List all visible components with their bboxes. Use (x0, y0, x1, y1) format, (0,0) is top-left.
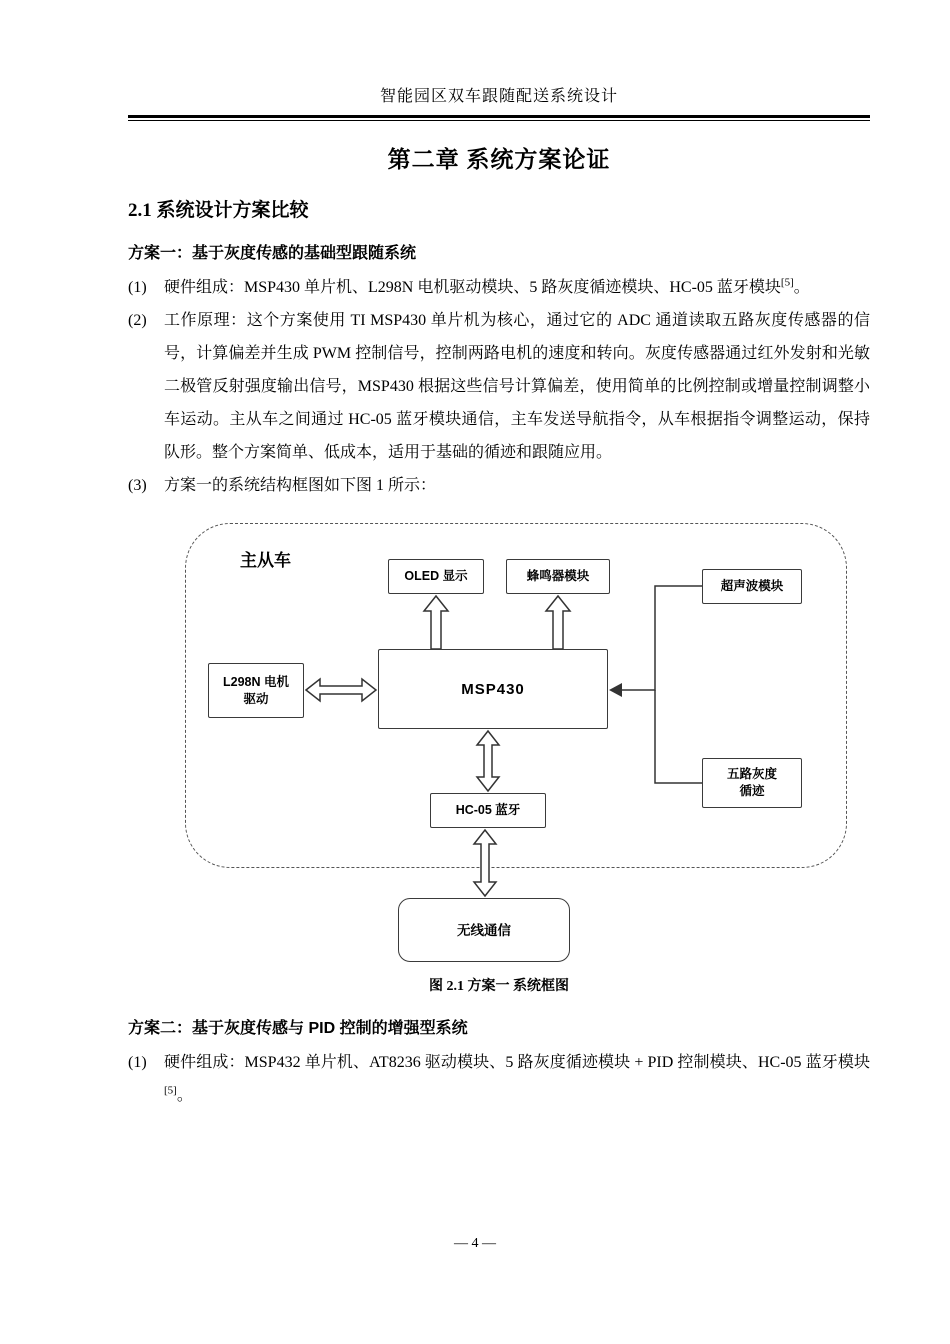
item-marker: (3) (128, 477, 147, 494)
item-text (164, 469, 870, 502)
figure-2-1-diagram (128, 516, 870, 966)
item-body: 硬件组成：MSP432 单片机、AT8236 驱动模块、5 路灰度循迹模块 + PID 控制模块、HC-05 蓝牙模块 (164, 1054, 870, 1071)
box-hc05-bluetooth (430, 793, 546, 828)
citation-sup: [5] (164, 1084, 177, 1097)
item-text (164, 304, 870, 469)
box-ultrasonic-module (702, 569, 802, 604)
scheme2-list (128, 1046, 870, 1112)
item-body: 方案一的系统结构框图如下图 1 所示： (164, 477, 437, 494)
box-hc05-label: HC-05 蓝牙 (455, 803, 521, 817)
box-l298n-label-line1: L298N 电机 (223, 674, 289, 689)
item-text (164, 1046, 870, 1112)
scheme2-heading: 方案二：基于灰度传感与 PID 控制的增强型系统 (128, 1020, 468, 1037)
item-marker: (2) (128, 312, 147, 329)
box-buzzer-module (506, 559, 610, 594)
section-title: 2.1 系统设计方案比较 (128, 200, 309, 221)
item-marker: (1) (128, 1054, 147, 1071)
item-tail: 。 (793, 279, 810, 296)
list-item-2 (128, 304, 870, 469)
page-number: — 4 — (454, 1236, 496, 1251)
header-rule-thick (128, 115, 870, 118)
citation-sup: [5] (780, 276, 794, 289)
box-msp430 (378, 649, 608, 729)
header-rule-thin (128, 120, 870, 121)
box-gray-label-line1: 五路灰度 (726, 767, 777, 781)
scheme1-heading: 方案一：基于灰度传感的基础型跟随系统 (128, 245, 417, 262)
box-l298n-label-line2: 驱动 (243, 691, 269, 706)
box-oled-display (388, 559, 484, 594)
item-text (164, 271, 870, 304)
box-oled-label: OLED 显示 (404, 569, 468, 583)
chapter-title: 第二章 系统方案论证 (387, 147, 611, 172)
item-body: 工作原理：这个方案使用 TI MSP430 单片机为核心，通过它的 ADC 通道读取五路灰度传感器的信号，计算偏差并生成 PWM 控制信号，控制两路电机的速度和转向。灰度传感器通过红外发射和光敏二极管反射强度输出信号，MSP430 根据这些信号计算偏差，使用简单的比例控制或增量控制调整小车运动。主从车之间通过 HC-05 蓝牙模块通信，主车发送导航指令，从车根据指令调整运动，保持队形。整个方案简单、低成本，适用于基础的循迹和跟随应用。 (164, 312, 870, 461)
box-wireless-label: 无线通信 (457, 922, 511, 938)
item-tail: 。 (176, 1087, 193, 1104)
figure-caption: 图 2.1 方案一 系统框图 (429, 979, 569, 994)
box-buzzer-label: 蜂鸣器模块 (526, 569, 590, 583)
item-body: 硬件组成：MSP430 单片机、L298N 电机驱动模块、5 路灰度循迹模块、HC-05 蓝牙模块 (164, 279, 781, 296)
box-gray-tracking (702, 758, 802, 808)
running-head: 智能园区双车跟随配送系统设计 (379, 88, 618, 105)
list-item-1 (128, 1046, 870, 1112)
list-item-3 (128, 469, 870, 502)
box-wireless-comm (398, 898, 570, 962)
box-ultrasonic-label: 超声波模块 (720, 579, 784, 593)
box-msp430-label: MSP430 (461, 680, 525, 698)
box-l298n-driver (208, 663, 304, 718)
scheme1-list (128, 271, 870, 502)
page-header (128, 86, 870, 121)
box-gray-label-line2: 循迹 (739, 784, 765, 798)
frame-label-master-slave: 主从车 (240, 551, 291, 570)
list-item-1 (128, 271, 870, 304)
item-marker: (1) (128, 279, 147, 296)
